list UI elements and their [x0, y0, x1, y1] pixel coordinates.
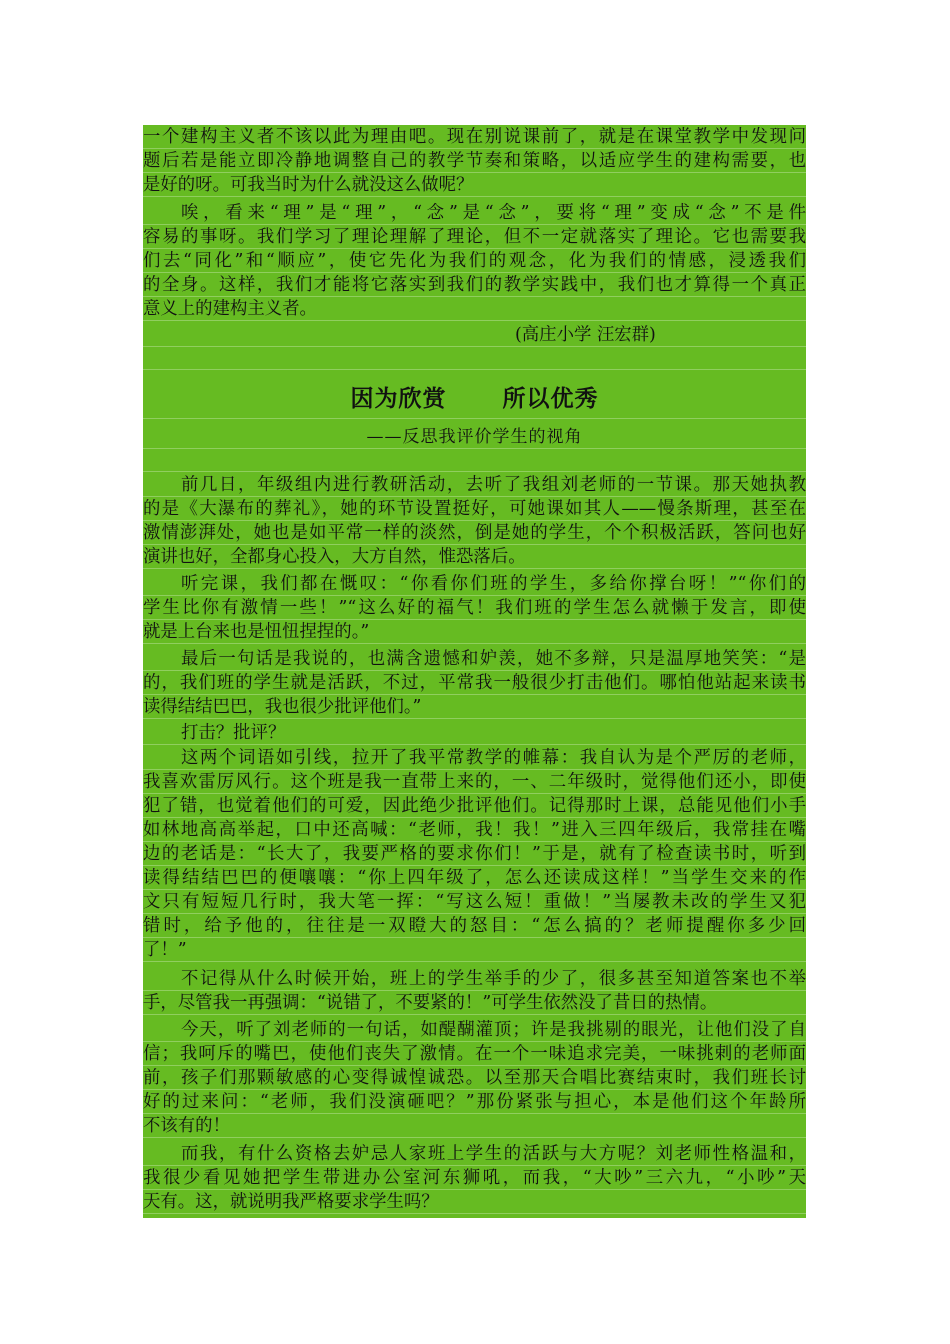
author-signature: (高庄小学 汪宏群) [143, 323, 806, 347]
text-line: 我很少看见她把学生带进办公室河东狮吼，而我，“大吵”三六九，“小吵”天 [143, 1168, 806, 1188]
text-line: 演讲也好，全都身心投入，大方自然，惟恐落后。 [143, 545, 806, 569]
blank-line [143, 349, 806, 370]
text-line: 最后一句话是我说的，也满含遗憾和妒羡，她不多辩，只是温厚地笑笑：“是 [143, 647, 806, 671]
text-line: 我喜欢雷厉风行。这个班是我一直带上来的，一、二年级时，觉得他们还小，即使 [143, 772, 806, 792]
text-line: 的是《大瀑布的葬礼》，她的环节设置挺好，可她课如其人——慢条斯理，甚至在 [143, 499, 806, 519]
text-line: 读得结结巴巴，我也很少批评他们。” [143, 695, 806, 719]
article-title-part2: 所以优秀 [502, 385, 599, 412]
text-line: 犯了错，也觉着他们的可爱，因此绝少批评他们。记得那时上课，总能见他们小手 [143, 796, 806, 816]
text-line: 学生比你有激情一些！”“这么好的福气！我们班的学生怎么就懒于发言，即使 [143, 598, 806, 618]
text-line: 如林地高高举起，口中还高喊：“老师，我！我！”进入三四年级后，我常挂在嘴 [143, 820, 806, 840]
text-line: 而我，有什么资格去妒忌人家班上学生的活跃与大方呢？刘老师性格温和， [143, 1142, 806, 1166]
article-title [143, 380, 806, 419]
document-page [143, 125, 806, 1218]
blank-line [143, 451, 806, 472]
text-line: 前，孩子们那颗敏感的心变得诚惶诚恐。以至那天合唱比赛结束时，我们班长讨 [143, 1068, 806, 1088]
text-line: 边的老话是：“长大了，我要严格的要求你们！”于是，就有了检查读书时，听到 [143, 844, 806, 864]
text-line: 的全身。这样，我们才能将它落实到我们的教学实践中，我们也才算得一个真正 [143, 275, 806, 295]
text-line: 前几日，年级组内进行教研活动，去听了我组刘老师的一节课。那天她执教 [143, 473, 806, 497]
text-line: 听完课，我们都在慨叹：“你看你们班的学生，多给你撑台呀！”“你们的 [143, 572, 806, 596]
text-line: 意义上的建构主义者。 [143, 297, 806, 321]
text-line: 信；我呵斥的嘴巴，使他们丧失了激情。在一个一味追求完美，一味挑剌的老师面 [143, 1044, 806, 1064]
text-line: 好的过来问：“老师，我们没演砸吧？”那份紧张与担心，本是他们这个年龄所 [143, 1092, 806, 1112]
text-line: 就是上台来也是忸忸捏捏的。” [143, 620, 806, 644]
text-line: 一个建构主义者不该以此为理由吧。现在别说课前了，就是在课堂教学中发现问 [143, 127, 806, 147]
text-line: 了！” [143, 938, 806, 962]
text-line: 的，我们班的学生就是活跃，不过，平常我一般很少打击他们。哪怕他站起来读书 [143, 673, 806, 693]
text-line: 题后若是能立即冷静地调整自己的教学节奏和策略，以适应学生的建构需要，也 [143, 151, 806, 171]
text-line: 文只有短短几行时，我大笔一挥：“写这么短！重做！”当屡教未改的学生又犯 [143, 892, 806, 912]
text-line: 天有。这，就说明我严格要求学生吗？ [143, 1190, 806, 1214]
text-line: 激情澎湃处，她也是如平常一样的淡然，倒是她的学生，个个积极活跃，答问也好 [143, 523, 806, 543]
text-line: 打击？批评？ [143, 721, 806, 745]
text-line: 读得结结巴巴的便嚷嚷：“你上四年级了，怎么还读成这样！”当学生交来的作 [143, 868, 806, 888]
text-line: 容易的事呀。我们学习了理论理解了理论，但不一定就落实了理论。它也需要我 [143, 227, 806, 247]
text-line: 不该有的！ [143, 1114, 806, 1138]
text-line: 手，尽管我一再强调：“说错了，不要紧的！”可学生依然没了昔日的热情。 [143, 991, 806, 1015]
text-line: 不记得从什么时候开始，班上的学生举手的少了，很多甚至知道答案也不举 [143, 967, 806, 991]
text-line: 错时，给予他的，往往是一双瞪大的怒目：“怎么搞的？老师提醒你多少回 [143, 916, 806, 936]
text-line: 唉，看来“理”是“理”，“念”是“念”，要将“理”变成“念”不是件 [143, 201, 806, 225]
article-subtitle: ——反思我评价学生的视角 [143, 425, 806, 449]
text-line: 今天，听了刘老师的一句话，如醍醐灌顶；许是我挑剔的眼光，让他们没了自 [143, 1018, 806, 1042]
text-line: 是好的呀。可我当时为什么就没这么做呢？ [143, 173, 806, 197]
text-line: 们去“同化”和“顺应”，使它先化为我们的观念，化为我们的情感，浸透我们 [143, 251, 806, 271]
article-title-part1: 因为欣赏 [350, 385, 447, 412]
text-line: 这两个词语如引线，拉开了我平常教学的帷幕：我自认为是个严厉的老师， [143, 746, 806, 770]
